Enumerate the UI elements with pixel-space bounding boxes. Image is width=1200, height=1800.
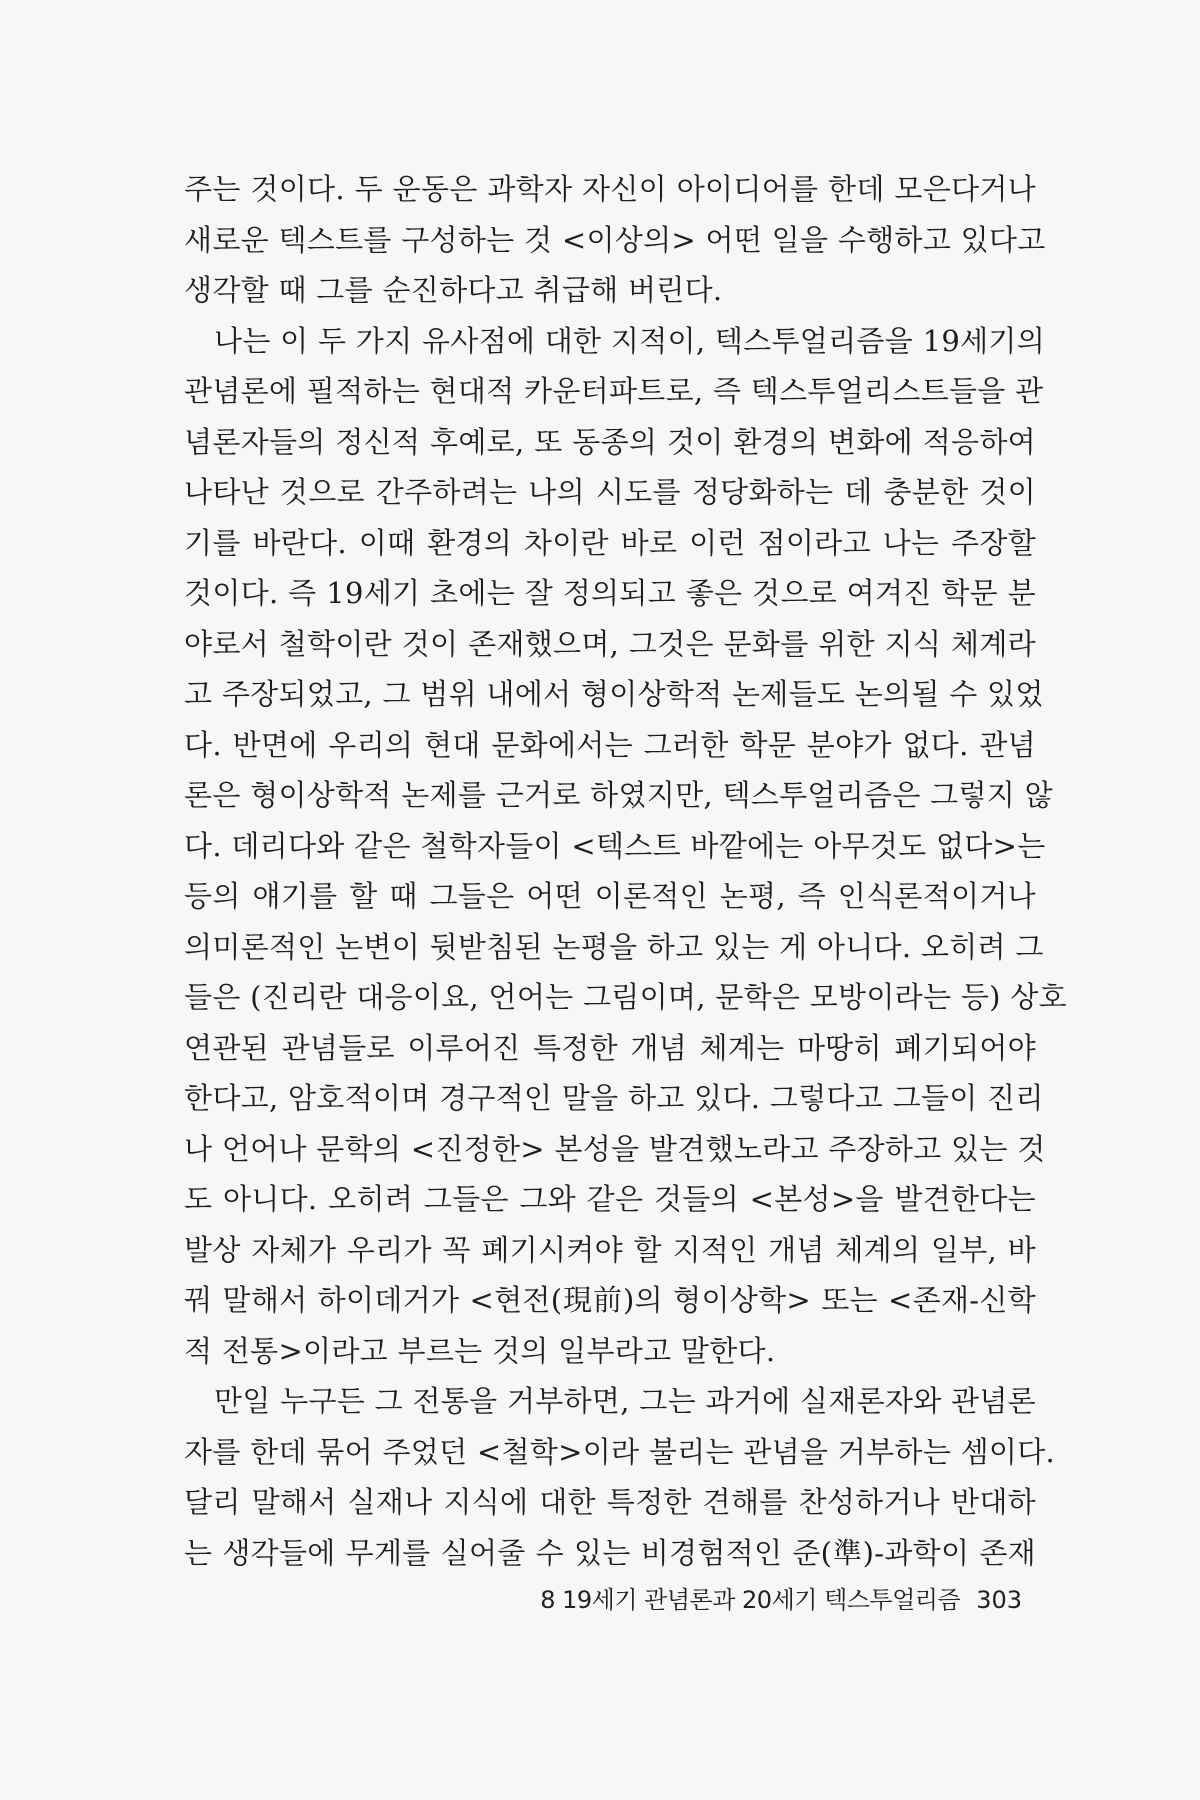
text-line: 연관된 관념들로 이루어진 특정한 개념 체계는 마땅히 폐기되어야 bbox=[184, 1030, 1036, 1065]
text-line: 적 전통>이라고 부르는 것의 일부라고 말한다. bbox=[184, 1333, 776, 1368]
text-line: 야로서 철학이란 것이 존재했으며, 그것은 문화를 위한 지식 체계라 bbox=[184, 626, 1036, 661]
text-line: 다. 데리다와 같은 철학자들이 <텍스트 바깥에는 아무것도 없다>는 bbox=[184, 828, 1046, 863]
body-text bbox=[184, 164, 1067, 1578]
text-line: 나는 이 두 가지 유사점에 대한 지적이, 텍스투얼리즘을 19세기의 bbox=[214, 323, 1046, 358]
text-line: 새로운 텍스트를 구성하는 것 <이상의> 어떤 일을 수행하고 있다고 bbox=[184, 222, 1046, 257]
text-line: 만일 누구든 그 전통을 거부하면, 그는 과거에 실재론자와 관념론 bbox=[214, 1384, 1036, 1418]
text-line: 나 언어나 문학의 <진정한> 본성을 발견했노라고 주장하고 있는 것 bbox=[184, 1131, 1046, 1166]
text-line: 달리 말해서 실재나 지식에 대한 특정한 견해를 찬성하거나 반대하 bbox=[184, 1485, 1036, 1519]
text-line: 들은 (진리란 대응이요, 언어는 그림이며, 문학은 모방이라는 등) 상호 bbox=[184, 980, 1067, 1014]
text-line: 나타난 것으로 간주하려는 나의 시도를 정당화하는 데 충분한 것이 bbox=[184, 475, 1036, 509]
text-line: 한다고, 암호적이며 경구적인 말을 하고 있다. 그렇다고 그들이 진리 bbox=[184, 1081, 1044, 1115]
text-line: 는 생각들에 무게를 실어줄 수 있는 비경험적인 준(準)-과학이 존재 bbox=[184, 1535, 1036, 1570]
text-line: 념론자들의 정신적 후예로, 또 동종의 것이 환경의 변화에 적응하여 bbox=[184, 424, 1036, 459]
text-line: 것이다. 즉 19세기 초에는 잘 정의되고 좋은 것으로 여겨진 학문 분 bbox=[184, 576, 1036, 610]
text-line: 주는 것이다. 두 운동은 과학자 자신이 아이디어를 한데 모은다거나 bbox=[184, 172, 1036, 206]
text-line: 등의 얘기를 할 때 그들은 어떤 이론적인 논평, 즉 인식론적이거나 bbox=[184, 879, 1036, 913]
text-line: 관념론에 필적하는 현대적 카운터파트로, 즉 텍스투얼리스트들을 관 bbox=[184, 374, 1044, 408]
text-line: 고 주장되었고, 그 범위 내에서 형이상학적 논제들도 논의될 수 있었 bbox=[184, 677, 1044, 711]
page-footer bbox=[540, 1580, 1022, 1620]
text-line: 자를 한데 묶어 주었던 <철학>이라 불리는 관념을 거부하는 셈이다. bbox=[184, 1434, 1056, 1469]
text-line: 기를 바란다. 이때 환경의 차이란 바로 이런 점이라고 나는 주장할 bbox=[184, 525, 1036, 560]
text-line: 론은 형이상학적 논제를 근거로 하였지만, 텍스투얼리즘은 그렇지 않 bbox=[184, 778, 1053, 812]
running-chapter-title: 8 19세기 관념론과 20세기 텍스투얼리즘 bbox=[540, 1586, 961, 1614]
text-line: 생각할 때 그를 순진하다고 취급해 버린다. bbox=[184, 273, 723, 307]
text-line: 도 아니다. 오히려 그들은 그와 같은 것들의 <본성>을 발견한다는 bbox=[184, 1182, 1036, 1216]
text-line: 꿔 말해서 하이데거가 <현전(現前)의 형이상학> 또는 <존재-신학 bbox=[184, 1283, 1036, 1317]
page-number: 303 bbox=[976, 1586, 1022, 1614]
text-line: 발상 자체가 우리가 꼭 폐기시켜야 할 지적인 개념 체계의 일부, 바 bbox=[184, 1232, 1036, 1267]
text-line: 의미론적인 논변이 뒷받침된 논평을 하고 있는 게 아니다. 오히려 그 bbox=[184, 929, 1044, 964]
text-line: 다. 반면에 우리의 현대 문화에서는 그러한 학문 분야가 없다. 관념 bbox=[184, 727, 1036, 762]
